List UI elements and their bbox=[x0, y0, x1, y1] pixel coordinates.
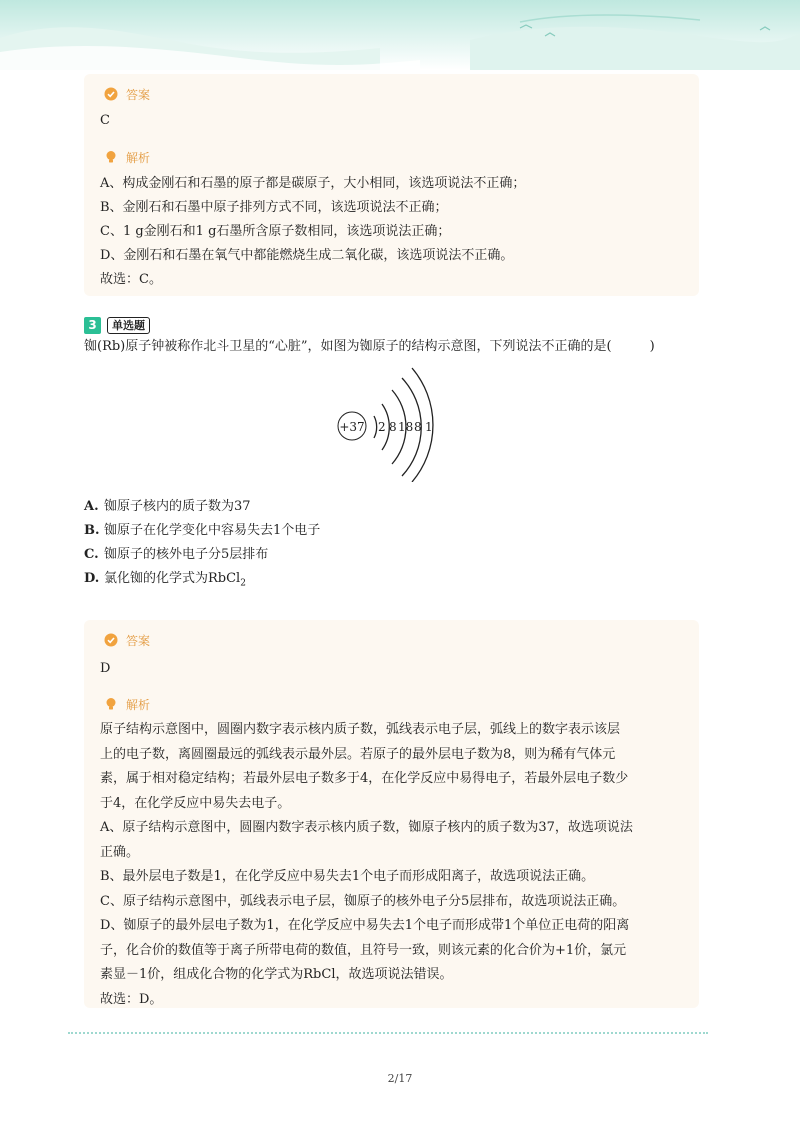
analysis-line: B、最外层电子数是1，在化学反应中易失去1个电子而形成阳离子，故选项说法正确。 bbox=[100, 869, 595, 884]
header-banner bbox=[0, 0, 800, 70]
shell-electron-count: 2 bbox=[378, 420, 386, 434]
rubidium-atom-diagram bbox=[336, 366, 446, 482]
analysis-line: D、金刚石和石墨在氧气中都能燃烧生成二氧化碳，该选项说法不正确。 bbox=[100, 248, 514, 263]
check-badge-icon bbox=[104, 87, 118, 101]
analysis-line: 上的电子数，离圆圈最远的弧线表示最外层。若原子的最外层电子数为8，则为稀有气体元 bbox=[100, 746, 616, 762]
option-d[interactable] bbox=[84, 569, 246, 594]
shell-electron-count: 8 bbox=[414, 420, 422, 434]
answer-header bbox=[104, 85, 150, 103]
analysis-line: 素，属于相对稳定结构；若最外层电子数多于4，在化学反应中易得电子，若最外层电子数少 bbox=[100, 771, 629, 786]
answer-label: 答案 bbox=[126, 87, 151, 102]
check-badge-icon bbox=[104, 633, 118, 647]
analysis-conclusion: 故选：D。 bbox=[100, 991, 163, 1007]
question-header bbox=[84, 316, 150, 334]
analysis-line: D、铷原子的最外层电子数为1，在化学反应中易失去1个电子而形成带1个单位正电荷的阳离 bbox=[100, 918, 630, 933]
analysis-header bbox=[104, 695, 150, 713]
question-stem bbox=[84, 337, 655, 357]
analysis-line: A、构成金刚石和石墨的原子都是碳原子，大小相同，该选项说法不正确； bbox=[100, 176, 526, 191]
analysis-paragraph bbox=[100, 718, 685, 1012]
option-c[interactable] bbox=[84, 545, 268, 565]
question-number: 3 bbox=[84, 317, 101, 334]
answer-value: C bbox=[100, 113, 110, 128]
answer-card-q3 bbox=[84, 620, 699, 1008]
analysis-conclusion: 故选：C。 bbox=[100, 272, 162, 287]
option-letter: C. bbox=[84, 547, 99, 562]
answer-card-q2 bbox=[84, 74, 699, 296]
option-letter: D. bbox=[84, 571, 100, 586]
question-stem-text: 铷(Rb)原子钟被称作北斗卫星的“心脏”，如图为铷原子的结构示意图，下列说法不正确的是( bbox=[84, 339, 612, 354]
question-type-badge: 单选题 bbox=[107, 317, 150, 334]
option-letter: B. bbox=[84, 523, 100, 538]
lightbulb-icon bbox=[104, 150, 118, 164]
option-text: 氯化铷的化学式为RbCl bbox=[104, 571, 241, 586]
dotted-divider bbox=[68, 1032, 708, 1034]
analysis-line: B、金刚石和石墨中原子排列方式不同，该选项说法不正确； bbox=[100, 200, 448, 215]
lightbulb-icon bbox=[104, 697, 118, 711]
option-b[interactable] bbox=[84, 521, 320, 541]
analysis-header bbox=[104, 148, 150, 166]
shell-electron-count: 1 bbox=[425, 420, 433, 434]
answer-header bbox=[104, 631, 150, 649]
analysis-label: 解析 bbox=[126, 697, 151, 712]
option-subscript: 2 bbox=[240, 578, 246, 589]
option-text: 铷原子的核外电子分5层排布 bbox=[104, 547, 269, 562]
analysis-line: C、原子结构示意图中，弧线表示电子层，铷原子的核外电子分5层排布，故选项说法正确。 bbox=[100, 893, 626, 909]
nucleus-charge: +37 bbox=[339, 420, 365, 434]
shell-electron-count: 8 bbox=[389, 420, 397, 434]
analysis-line: 原子结构示意图中，圆圈内数字表示核内质子数，弧线表示电子层，弧线上的数字表示该层 bbox=[100, 722, 621, 737]
shell-electron-count: 18 bbox=[398, 420, 414, 434]
analysis-line: 正确。 bbox=[100, 844, 140, 860]
analysis-line: 于4，在化学反应中易失去电子。 bbox=[100, 795, 291, 811]
answer-label: 答案 bbox=[126, 633, 151, 648]
option-a[interactable] bbox=[84, 497, 251, 517]
analysis-line: 子，化合价的数值等于离子所带电荷的数值，且符号一致，则该元素的化合价为+1价，氯元 bbox=[100, 942, 627, 958]
answer-value: D bbox=[100, 661, 111, 676]
page-number: 2/17 bbox=[387, 1072, 413, 1085]
analysis-line: C、1 g金刚石和1 g石墨所含原子数相同，该选项说法正确； bbox=[100, 224, 451, 239]
option-letter: A. bbox=[84, 499, 99, 514]
analysis-line: 素显－1价，组成化合物的化学式为RbCl，故选项说法错误。 bbox=[100, 967, 453, 982]
electron-shell-arc bbox=[374, 416, 377, 438]
analysis-label: 解析 bbox=[126, 150, 151, 165]
option-text: 铷原子核内的质子数为37 bbox=[104, 499, 251, 514]
question-stem-close: ) bbox=[649, 339, 655, 354]
option-text: 铷原子在化学变化中容易失去1个电子 bbox=[104, 523, 321, 538]
analysis-line: A、原子结构示意图中，圆圈内数字表示核内质子数，铷原子核内的质子数为37，故选项说法 bbox=[100, 820, 633, 835]
